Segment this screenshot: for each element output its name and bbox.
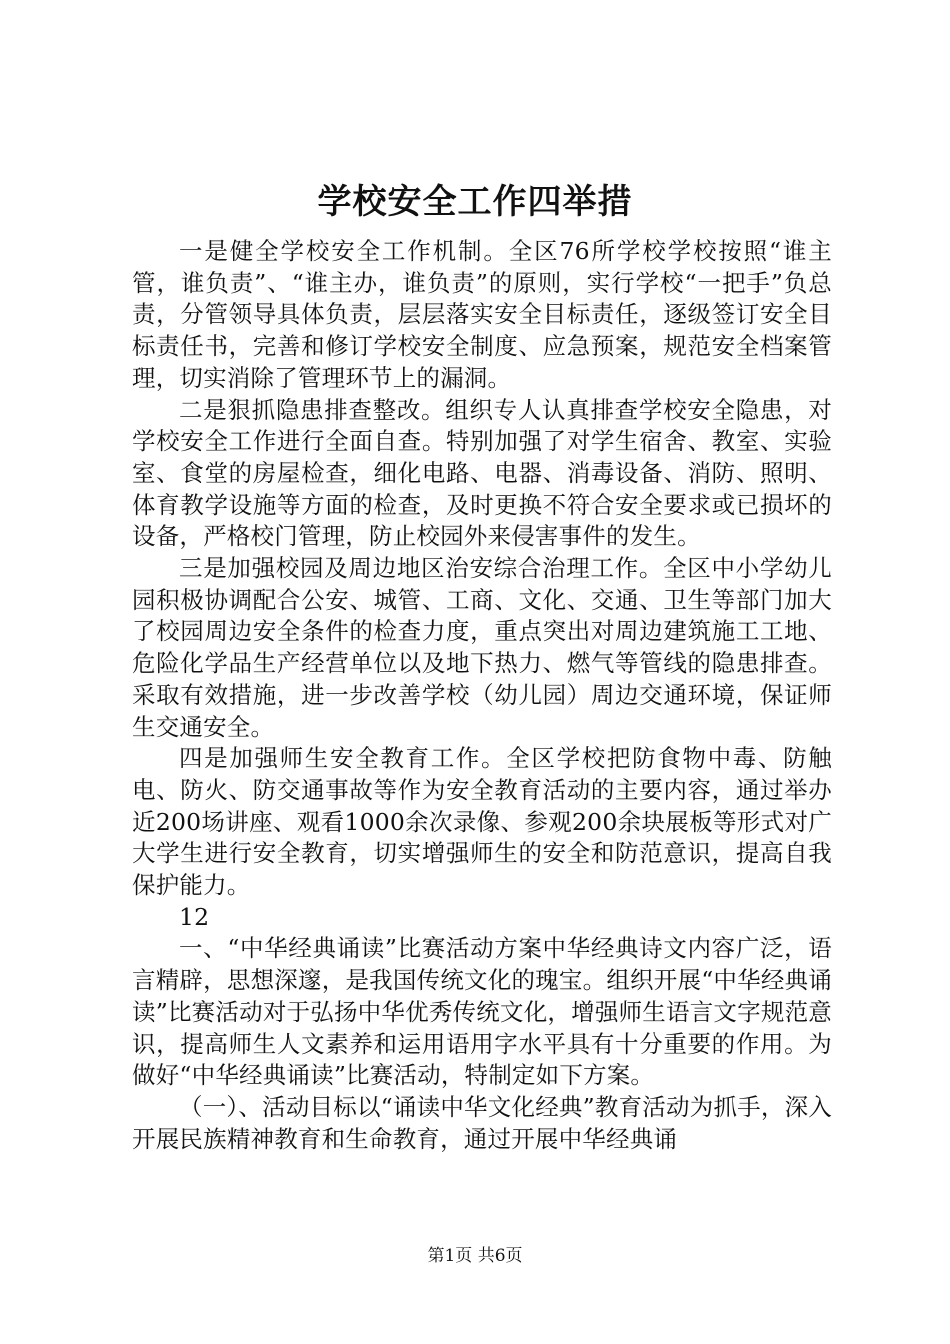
paragraph-number: 12 (179, 902, 210, 931)
document-title: 学校安全工作四举措 (317, 182, 633, 222)
paragraph-1: 一是健全学校安全工作机制。全区76所学校学校按照“谁主管，谁负责”、“谁主办，谁负责”的原则，实行学校“一把手”负总责，分管领导具体负责，层层落实安全目标责任，逐级签订安全目标责任书，完善和修订学校安全制度、应急预案，规范安全档案管理，切实消除了管理环节上的漏洞。 (132, 237, 832, 392)
paragraph-6: （一）、活动目标以“诵读中华文化经典”教育活动为抓手，深入开展民族精神教育和生命教育，通过开展中华经典诵 (132, 1092, 832, 1153)
paragraph-2: 二是狠抓隐患排查整改。组织专人认真排查学校安全隐患，对学校安全工作进行全面自查。特别加强了对学生宿舍、教室、实验室、食堂的房屋检查，细化电路、电器、消毒设备、消防、照明、体育教学设施等方面的检查，及时更换不符合安全要求或已损坏的设备，严格校门管理，防止校园外来侵害事件的发生。 (132, 395, 832, 551)
page-number-footer: 第1页 共6页 (427, 1246, 523, 1266)
paragraph-3: 三是加强校园及周边地区治安综合治理工作。全区中小学幼儿园积极协调配合公安、城管、工商、文化、交通、卫生等部门加大了校园周边安全条件的检查力度，重点突出对周边建筑施工工地、危险化学品生产经营单位以及地下热力、燃气等管线的隐患排查。采取有效措施，进一步改善学校（幼儿园）周边交通环境，保证师生交通安全。 (132, 554, 832, 741)
paragraph-4: 四是加强师生安全教育工作。全区学校把防食物中毒、防触电、防火、防交通事故等作为安全教育活动的主要内容，通过举办近200场讲座、观看1000余次录像、参观200余块展板等形式对广大学生进行安全教育，切实增强师生的安全和防范意识，提高自我保护能力。 (132, 744, 832, 900)
document-body (132, 236, 832, 1155)
paragraph-5: 一、“中华经典诵读”比赛活动方案中华经典诗文内容广泛，语言精辟，思想深邃，是我国传统文化的瑰宝。组织开展“中华经典诵读”比赛活动对于弘扬中华优秀传统文化，增强师生语言文字规范意识，提高师生人文素养和运用语用字水平具有十分重要的作用。为做好“中华经典诵读”比赛活动，特制定如下方案。 (132, 934, 832, 1090)
